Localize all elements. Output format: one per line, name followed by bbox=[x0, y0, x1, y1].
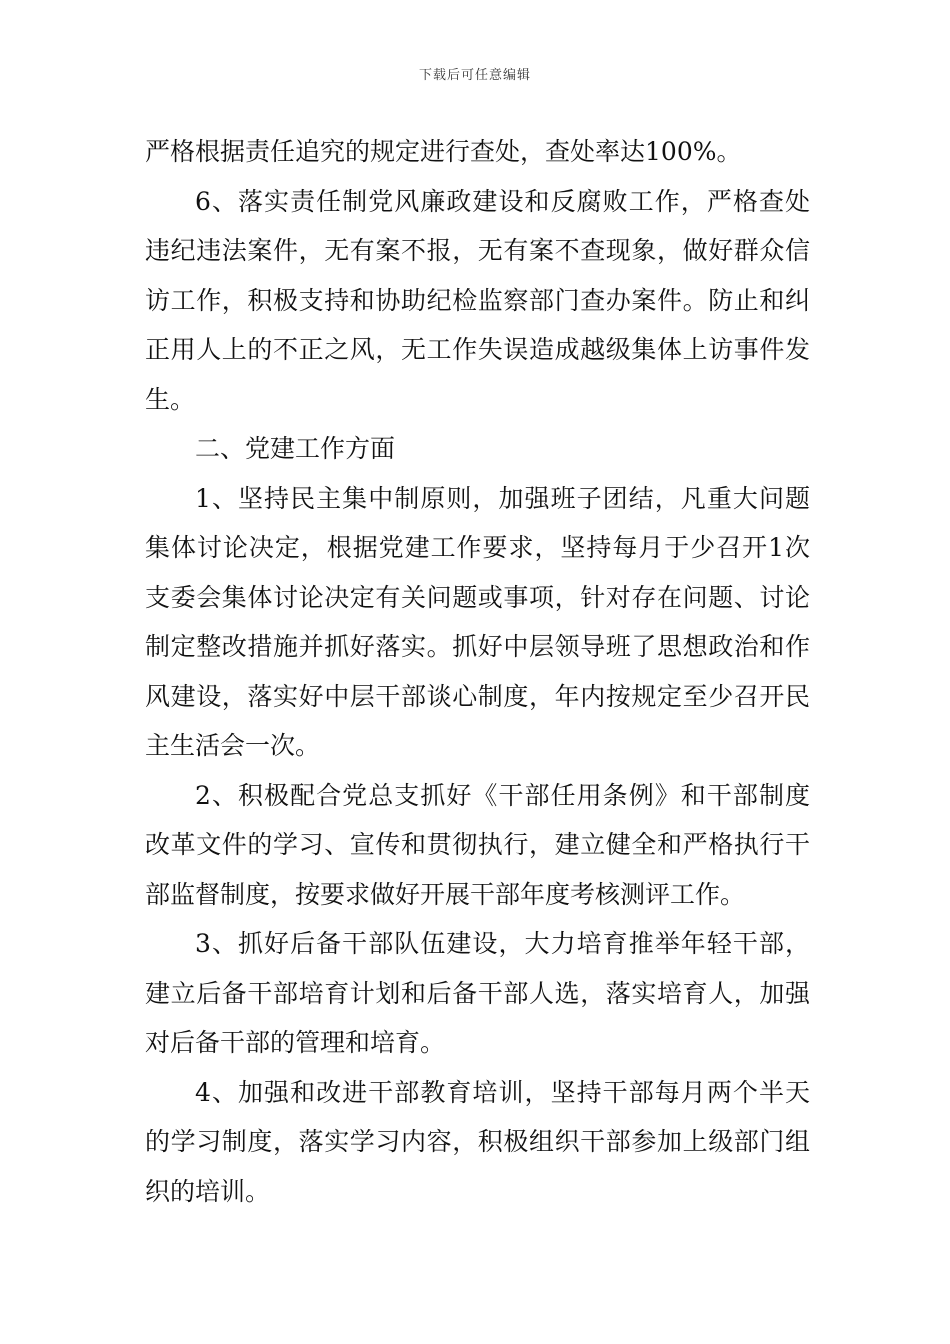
section-heading: 二、党建工作方面 bbox=[195, 434, 396, 463]
paragraph-3: 1、坚持民主集中制原则，加强班子团结，凡重大问题集体讨论决定，根据党建工作要求，坚持每月于少召开1次支委会集体讨论决定有关问题或事项，针对存在问题、讨论制定整改措施并抓好落实。抓好中层领导班了思想政治和作风建设，落实好中层干部谈心制度，年内按规定至少召开民主生活会一次。 bbox=[145, 483, 810, 760]
document-body bbox=[145, 127, 810, 1216]
paragraph-4: 2、积极配合党总支抓好《干部任用条例》和干部制度改革文件的学习、宣传和贯彻执行，建立健全和严格执行干部监督制度，按要求做好开展干部年度考核测评工作。 bbox=[145, 780, 810, 909]
paragraph-1: 严格根据责任追究的规定进行查处，查处率达100%。 bbox=[145, 137, 742, 166]
paragraph-6: 4、加强和改进干部教育培训，坚持干部每月两个半天的学习制度，落实学习内容，积极组织干部参加上级部门组织的培训。 bbox=[145, 1077, 810, 1206]
header-note: 下载后可任意编辑 bbox=[418, 68, 531, 83]
paragraph-2: 6、落实责任制党风廉政建设和反腐败工作，严格查处违纪违法案件，无有案不报，无有案不查现象，做好群众信访工作，积极支持和协助纪检监察部门查办案件。防止和纠正用人上的不正之风，无工作失误造成越级集体上访事件发生。 bbox=[145, 186, 810, 414]
paragraph-5: 3、抓好后备干部队伍建设，大力培育推举年轻干部，建立后备干部培育计划和后备干部人选，落实培育人，加强对后备干部的管理和培育。 bbox=[145, 929, 810, 1057]
